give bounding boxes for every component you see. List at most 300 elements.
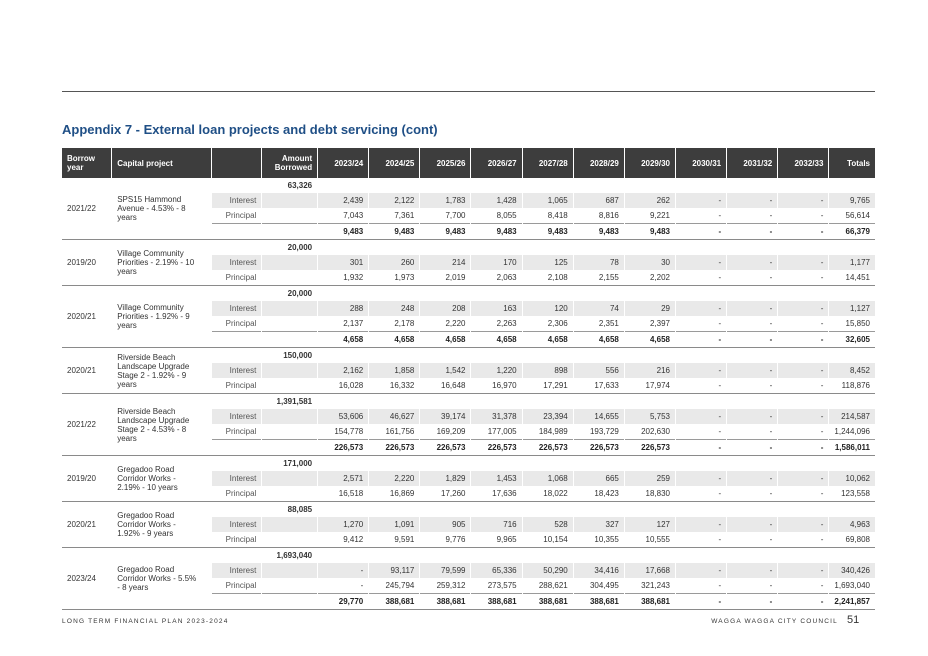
value-cell: 905 <box>420 517 471 532</box>
footer-left: LONG TERM FINANCIAL PLAN 2023-2024 <box>62 618 229 625</box>
value-cell: 1,065 <box>522 193 573 208</box>
total-cell: 1,127 <box>829 301 875 316</box>
value-cell <box>624 502 675 518</box>
table-row <box>62 240 875 256</box>
value-cell: - <box>727 409 778 424</box>
value-cell: 4,658 <box>318 332 369 348</box>
value-cell: - <box>778 255 829 270</box>
value-cell: 1,220 <box>471 363 522 378</box>
value-cell <box>573 240 624 256</box>
row-type <box>212 456 262 472</box>
table-body <box>62 178 875 610</box>
value-cell: 29 <box>624 301 675 316</box>
value-cell <box>318 178 369 193</box>
value-cell: 1,932 <box>318 270 369 286</box>
value-cell: 8,055 <box>471 208 522 224</box>
column-header: Amount Borrowed <box>262 148 318 178</box>
amount-borrowed: 1,391,581 <box>262 394 318 410</box>
value-cell: 7,700 <box>420 208 471 224</box>
value-cell: 304,495 <box>573 578 624 594</box>
value-cell: 16,869 <box>369 486 420 502</box>
value-cell <box>420 286 471 302</box>
value-cell <box>573 286 624 302</box>
total-cell: 1,693,040 <box>834 581 870 590</box>
value-cell: 23,394 <box>522 409 573 424</box>
value-cell: 30 <box>624 255 675 270</box>
value-cell: - <box>727 208 778 224</box>
value-cell: 716 <box>471 517 522 532</box>
value-cell: 226,573 <box>420 440 471 456</box>
value-cell: - <box>727 193 778 208</box>
value-cell: - <box>675 440 726 456</box>
total-cell: 1,177 <box>829 255 875 270</box>
value-cell <box>420 548 471 564</box>
footer-right: WAGGA WAGGA CITY COUNCIL <box>711 618 838 625</box>
total-cell: 66,379 <box>829 224 875 240</box>
value-cell: - <box>727 270 778 286</box>
value-cell <box>522 348 573 364</box>
value-cell: 665 <box>573 471 624 486</box>
value-cell: 4,658 <box>522 332 573 348</box>
row-type <box>212 548 262 564</box>
value-cell: 4,658 <box>573 332 624 348</box>
value-cell: 39,174 <box>420 409 471 424</box>
total-cell: 69,808 <box>829 532 875 548</box>
value-cell: 169,209 <box>420 424 471 440</box>
value-cell <box>369 286 420 302</box>
value-cell: - <box>675 594 726 610</box>
value-cell: - <box>727 440 778 456</box>
row-type: Interest <box>212 471 262 486</box>
value-cell: 2,122 <box>369 193 420 208</box>
value-cell: - <box>727 594 778 610</box>
value-cell: 7,043 <box>318 208 369 224</box>
amount-borrowed: 150,000 <box>262 348 318 364</box>
total-cell: 4,963 <box>829 517 875 532</box>
value-cell: - <box>727 255 778 270</box>
page-title: Appendix 7 - External loan projects and debt servicing (cont) <box>62 122 438 137</box>
value-cell <box>829 548 875 564</box>
value-cell <box>573 178 624 193</box>
value-cell: 17,668 <box>624 563 675 578</box>
amount-borrowed <box>262 471 318 486</box>
value-cell: - <box>778 378 829 394</box>
capital-project: Village Community Priorities - 1.92% - 9 years <box>112 286 212 348</box>
value-cell <box>727 394 778 410</box>
value-cell <box>369 456 420 472</box>
value-cell: - <box>727 378 778 394</box>
value-cell: 16,028 <box>318 378 369 394</box>
amount-borrowed <box>262 440 318 456</box>
value-cell <box>573 502 624 518</box>
amount-borrowed <box>262 332 318 348</box>
value-cell <box>369 394 420 410</box>
value-cell: 9,776 <box>420 532 471 548</box>
value-cell: - <box>675 270 726 286</box>
value-cell: 9,221 <box>624 208 675 224</box>
value-cell: 226,573 <box>471 440 522 456</box>
value-cell: 2,263 <box>471 316 522 332</box>
amount-borrowed <box>262 563 318 578</box>
value-cell <box>675 548 726 564</box>
value-cell: - <box>675 208 726 224</box>
value-cell <box>471 178 522 193</box>
value-cell: - <box>778 594 829 610</box>
value-cell <box>573 394 624 410</box>
value-cell: - <box>778 440 829 456</box>
value-cell <box>624 178 675 193</box>
value-cell: 10,355 <box>573 532 624 548</box>
value-cell <box>420 178 471 193</box>
value-cell <box>675 502 726 518</box>
total-cell: 123,558 <box>829 486 875 502</box>
value-cell: 78 <box>573 255 624 270</box>
column-header: 2027/28 <box>522 148 573 178</box>
value-cell: 1,270 <box>318 517 369 532</box>
amount-borrowed <box>262 316 318 332</box>
row-type: Interest <box>212 563 262 578</box>
value-cell <box>727 502 778 518</box>
value-cell: 327 <box>573 517 624 532</box>
value-cell: 18,022 <box>522 486 573 502</box>
value-cell <box>318 286 369 302</box>
value-cell: 2,439 <box>318 193 369 208</box>
row-type: Principal <box>212 486 262 502</box>
row-type: Principal <box>212 532 262 548</box>
value-cell <box>522 456 573 472</box>
row-type <box>212 594 262 610</box>
value-cell: 1,453 <box>471 471 522 486</box>
value-cell <box>420 240 471 256</box>
amount-borrowed <box>262 270 318 286</box>
value-cell: 8,418 <box>522 208 573 224</box>
amount-borrowed: 171,000 <box>262 456 318 472</box>
value-cell <box>778 240 829 256</box>
value-cell: 4,658 <box>624 332 675 348</box>
column-header: Totals <box>829 148 875 178</box>
value-cell <box>522 548 573 564</box>
value-cell: - <box>778 563 829 578</box>
value-cell: - <box>675 224 726 240</box>
value-cell <box>675 348 726 364</box>
row-type: Principal <box>212 208 262 224</box>
value-cell: 31,378 <box>471 409 522 424</box>
borrow-year: 2019/20 <box>62 240 112 286</box>
value-cell: 2,063 <box>471 270 522 286</box>
value-cell: - <box>318 578 369 594</box>
value-cell: - <box>778 193 829 208</box>
value-cell: - <box>675 301 726 316</box>
value-cell: - <box>778 270 829 286</box>
value-cell <box>522 394 573 410</box>
amount-borrowed: 20,000 <box>262 286 318 302</box>
value-cell <box>829 286 875 302</box>
amount-borrowed: 88,085 <box>262 502 318 518</box>
value-cell: 898 <box>522 363 573 378</box>
table-row <box>62 178 875 193</box>
borrow-year: 2023/24 <box>62 548 112 610</box>
value-cell: - <box>675 332 726 348</box>
value-cell: 2,306 <box>522 316 573 332</box>
value-cell <box>727 178 778 193</box>
value-cell: 18,830 <box>624 486 675 502</box>
amount-borrowed <box>262 255 318 270</box>
amount-borrowed <box>262 532 318 548</box>
value-cell: 163 <box>471 301 522 316</box>
value-cell: 125 <box>522 255 573 270</box>
value-cell: 4,658 <box>420 332 471 348</box>
value-cell <box>318 548 369 564</box>
value-cell: 50,290 <box>522 563 573 578</box>
value-cell <box>675 240 726 256</box>
value-cell: - <box>778 301 829 316</box>
value-cell: - <box>675 255 726 270</box>
value-cell: 9,591 <box>369 532 420 548</box>
value-cell <box>369 240 420 256</box>
value-cell: - <box>727 517 778 532</box>
value-cell <box>471 286 522 302</box>
value-cell: 74 <box>573 301 624 316</box>
amount-borrowed <box>262 193 318 208</box>
value-cell: 388,681 <box>573 594 624 610</box>
value-cell <box>727 456 778 472</box>
value-cell: - <box>675 378 726 394</box>
borrow-year: 2020/21 <box>62 286 112 348</box>
total-cell: 2,241,857 <box>829 594 875 610</box>
total-cell: 9,765 <box>829 193 875 208</box>
value-cell <box>829 502 875 518</box>
value-cell <box>420 394 471 410</box>
value-cell: - <box>675 517 726 532</box>
capital-project: Riverside Beach Landscape Upgrade Stage 2 - 4.53% - 8 years <box>112 394 212 456</box>
value-cell: 260 <box>369 255 420 270</box>
value-cell: 53,606 <box>318 409 369 424</box>
value-cell: - <box>778 208 829 224</box>
value-cell: 216 <box>624 363 675 378</box>
value-cell: 17,260 <box>420 486 471 502</box>
row-type: Principal <box>212 316 262 332</box>
value-cell <box>829 456 875 472</box>
value-cell: - <box>778 471 829 486</box>
value-cell <box>778 286 829 302</box>
amount-borrowed: 20,000 <box>262 240 318 256</box>
borrow-year: 2019/20 <box>62 456 112 502</box>
value-cell: 288,621 <box>522 578 573 594</box>
total-cell: 8,452 <box>829 363 875 378</box>
total-cell: 56,614 <box>845 211 870 220</box>
value-cell: 2,202 <box>624 270 675 286</box>
column-header: 2028/29 <box>573 148 624 178</box>
value-cell: 687 <box>573 193 624 208</box>
value-cell: 120 <box>522 301 573 316</box>
row-type: Interest <box>212 409 262 424</box>
value-cell: 1,068 <box>522 471 573 486</box>
total-cell: 32,605 <box>829 332 875 348</box>
value-cell: 202,630 <box>624 424 675 440</box>
value-cell <box>675 456 726 472</box>
value-cell: 226,573 <box>318 440 369 456</box>
value-cell: - <box>778 517 829 532</box>
value-cell <box>675 178 726 193</box>
total-cell: 1,586,011 <box>829 440 875 456</box>
top-rule <box>62 91 875 92</box>
value-cell: 528 <box>522 517 573 532</box>
value-cell <box>778 456 829 472</box>
value-cell <box>318 456 369 472</box>
value-cell: - <box>675 563 726 578</box>
table-row <box>62 394 875 410</box>
value-cell: - <box>778 363 829 378</box>
value-cell: - <box>727 224 778 240</box>
value-cell <box>624 286 675 302</box>
value-cell: 273,575 <box>471 578 522 594</box>
value-cell: - <box>675 532 726 548</box>
value-cell <box>829 394 875 410</box>
value-cell: 29,770 <box>318 594 369 610</box>
value-cell <box>522 286 573 302</box>
value-cell: 16,970 <box>471 378 522 394</box>
column-header: Capital project <box>112 148 212 178</box>
value-cell <box>573 548 624 564</box>
column-header <box>212 148 262 178</box>
value-cell: 2,178 <box>369 316 420 332</box>
row-type <box>212 502 262 518</box>
column-header: 2029/30 <box>624 148 675 178</box>
amount-borrowed <box>262 517 318 532</box>
value-cell: - <box>727 578 778 594</box>
row-type: Interest <box>212 363 262 378</box>
value-cell <box>318 348 369 364</box>
value-cell: - <box>727 563 778 578</box>
value-cell: 184,989 <box>522 424 573 440</box>
column-header: 2025/26 <box>420 148 471 178</box>
value-cell <box>829 348 875 364</box>
value-cell <box>727 348 778 364</box>
value-cell: 93,117 <box>369 563 420 578</box>
value-cell: 1,091 <box>369 517 420 532</box>
value-cell <box>675 286 726 302</box>
value-cell: 9,483 <box>318 224 369 240</box>
value-cell <box>522 178 573 193</box>
value-cell <box>778 394 829 410</box>
value-cell <box>420 348 471 364</box>
capital-project: Gregadoo Road Corridor Works - 5.5% - 8 years <box>112 548 212 610</box>
value-cell: 388,681 <box>522 594 573 610</box>
value-cell: - <box>675 316 726 332</box>
table-row <box>62 548 875 564</box>
row-type: Interest <box>212 517 262 532</box>
capital-project: Village Community Priorities - 2.19% - 10 years <box>112 240 212 286</box>
row-type: Principal <box>212 378 262 394</box>
value-cell: - <box>778 532 829 548</box>
value-cell: 556 <box>573 363 624 378</box>
value-cell: 10,555 <box>624 532 675 548</box>
column-header: 2026/27 <box>471 148 522 178</box>
row-type: Principal <box>212 578 262 594</box>
amount-borrowed <box>262 363 318 378</box>
value-cell: - <box>727 363 778 378</box>
value-cell: 7,361 <box>369 208 420 224</box>
capital-project: Riverside Beach Landscape Upgrade Stage 2 - 1.92% - 9 years <box>112 348 212 394</box>
capital-project: Gregadoo Road Corridor Works - 1.92% - 9 years <box>112 502 212 548</box>
value-cell <box>624 456 675 472</box>
value-cell: 34,416 <box>573 563 624 578</box>
value-cell: 14,655 <box>573 409 624 424</box>
value-cell <box>369 178 420 193</box>
value-cell: 9,483 <box>573 224 624 240</box>
value-cell <box>727 548 778 564</box>
value-cell: 9,483 <box>624 224 675 240</box>
row-type: Interest <box>212 193 262 208</box>
value-cell: 17,291 <box>522 378 573 394</box>
value-cell: 1,783 <box>420 193 471 208</box>
value-cell: 5,753 <box>624 409 675 424</box>
value-cell: 154,778 <box>318 424 369 440</box>
value-cell: - <box>727 471 778 486</box>
value-cell: 18,423 <box>573 486 624 502</box>
value-cell: 177,005 <box>471 424 522 440</box>
value-cell <box>675 394 726 410</box>
value-cell: 1,973 <box>369 270 420 286</box>
value-cell <box>778 548 829 564</box>
amount-borrowed: 63,326 <box>262 178 318 193</box>
total-cell: 1,244,096 <box>834 427 870 436</box>
value-cell: 301 <box>318 255 369 270</box>
value-cell <box>318 394 369 410</box>
value-cell: 16,332 <box>369 378 420 394</box>
value-cell: 388,681 <box>369 594 420 610</box>
value-cell: 259 <box>624 471 675 486</box>
row-type <box>212 440 262 456</box>
value-cell: - <box>675 471 726 486</box>
value-cell: 288 <box>318 301 369 316</box>
value-cell: 9,483 <box>471 224 522 240</box>
value-cell: 1,428 <box>471 193 522 208</box>
amount-borrowed <box>262 301 318 316</box>
value-cell <box>420 502 471 518</box>
page-number: 51 <box>847 614 860 626</box>
value-cell <box>471 456 522 472</box>
borrow-year: 2021/22 <box>62 178 112 240</box>
amount-borrowed <box>262 424 318 440</box>
amount-borrowed <box>262 224 318 240</box>
capital-project: Gregadoo Road Corridor Works - 2.19% - 10 years <box>112 456 212 502</box>
value-cell <box>471 394 522 410</box>
value-cell <box>624 394 675 410</box>
column-header: 2024/25 <box>369 148 420 178</box>
amount-borrowed <box>262 208 318 224</box>
value-cell <box>624 240 675 256</box>
value-cell <box>471 548 522 564</box>
value-cell: 17,974 <box>624 378 675 394</box>
row-type: Principal <box>212 424 262 440</box>
value-cell: 16,518 <box>318 486 369 502</box>
value-cell: 321,243 <box>624 578 675 594</box>
table-row <box>62 286 875 302</box>
borrow-year: 2020/21 <box>62 502 112 548</box>
value-cell <box>727 286 778 302</box>
value-cell: - <box>675 363 726 378</box>
value-cell: - <box>778 332 829 348</box>
value-cell <box>727 240 778 256</box>
row-type: Principal <box>212 270 262 286</box>
value-cell: - <box>778 578 829 594</box>
value-cell: 17,636 <box>471 486 522 502</box>
total-cell: 15,850 <box>845 319 870 328</box>
value-cell: 1,829 <box>420 471 471 486</box>
value-cell: - <box>727 486 778 502</box>
value-cell: - <box>675 424 726 440</box>
